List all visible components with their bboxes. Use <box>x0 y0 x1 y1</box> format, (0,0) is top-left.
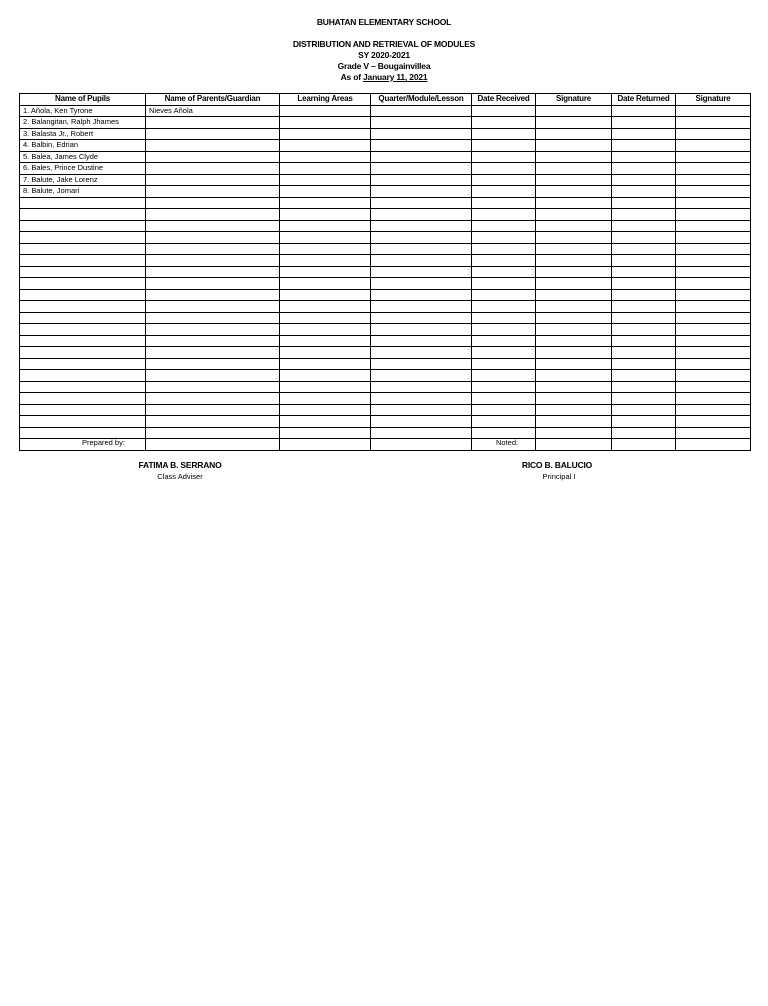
table-cell <box>146 393 280 405</box>
table-cell <box>612 289 676 301</box>
table-cell <box>612 255 676 267</box>
table-cell <box>612 416 676 428</box>
table-cell <box>536 289 612 301</box>
table-cell <box>20 404 146 416</box>
table-cell <box>280 151 371 163</box>
table-cell <box>472 381 536 393</box>
column-header: Learning Areas <box>280 94 371 106</box>
table-cell <box>371 186 472 198</box>
table-cell <box>612 220 676 232</box>
table-cell <box>371 301 472 313</box>
table-cell <box>146 197 280 209</box>
table-cell <box>472 186 536 198</box>
table-cell <box>371 347 472 359</box>
table-cell <box>20 266 146 278</box>
table-cell <box>146 416 280 428</box>
table-cell <box>472 312 536 324</box>
table-cell <box>280 427 371 439</box>
table-cell <box>472 335 536 347</box>
table-cell <box>280 128 371 140</box>
table-cell <box>371 370 472 382</box>
table-cell <box>20 381 146 393</box>
table-row <box>20 232 751 244</box>
table-cell <box>20 370 146 382</box>
table-cell <box>146 266 280 278</box>
table-cell <box>371 128 472 140</box>
table-cell <box>20 289 146 301</box>
table-cell: 6. Bales, Prince Dustine <box>20 163 146 175</box>
table-cell <box>612 324 676 336</box>
table-cell <box>536 232 612 244</box>
table-cell <box>280 243 371 255</box>
table-cell <box>371 151 472 163</box>
as-of-line <box>0 72 768 83</box>
table-cell <box>371 232 472 244</box>
table-cell <box>146 128 280 140</box>
table-body <box>20 105 751 450</box>
modules-table <box>19 93 751 451</box>
table-cell <box>536 186 612 198</box>
table-cell <box>20 312 146 324</box>
table-cell <box>612 381 676 393</box>
table-cell <box>536 266 612 278</box>
table-cell <box>612 312 676 324</box>
table-cell <box>676 427 751 439</box>
table-cell <box>146 335 280 347</box>
table-cell: 1. Añola, Ken Tyrone <box>20 105 146 117</box>
table-cell <box>676 347 751 359</box>
table-cell <box>146 220 280 232</box>
table-cell <box>472 289 536 301</box>
table-cell <box>280 209 371 221</box>
table-row <box>20 404 751 416</box>
table-cell <box>676 151 751 163</box>
table-cell <box>280 347 371 359</box>
table-cell <box>676 439 751 451</box>
table-cell <box>20 278 146 290</box>
table-cell <box>612 370 676 382</box>
table-cell <box>612 186 676 198</box>
table-cell <box>536 393 612 405</box>
table-cell <box>472 128 536 140</box>
table-cell <box>146 381 280 393</box>
table-cell <box>536 404 612 416</box>
table-cell <box>612 347 676 359</box>
table-row <box>20 174 751 186</box>
table-cell <box>146 255 280 267</box>
table-cell <box>146 370 280 382</box>
table-cell <box>146 301 280 313</box>
table-row <box>20 312 751 324</box>
table-cell <box>280 163 371 175</box>
table-cell <box>146 151 280 163</box>
table-header-row <box>20 94 751 106</box>
table-cell <box>472 151 536 163</box>
table-row <box>20 335 751 347</box>
table-cell <box>612 197 676 209</box>
table-cell <box>612 174 676 186</box>
table-cell <box>280 439 371 451</box>
table-cell <box>536 416 612 428</box>
table-row <box>20 117 751 129</box>
table-cell <box>536 174 612 186</box>
table-row <box>20 209 751 221</box>
table-cell <box>280 232 371 244</box>
table-cell <box>676 243 751 255</box>
column-header: Date Received <box>472 94 536 106</box>
table-cell <box>612 266 676 278</box>
table-cell <box>472 278 536 290</box>
table-cell <box>612 427 676 439</box>
table-row <box>20 243 751 255</box>
table-row <box>20 393 751 405</box>
table-cell <box>536 301 612 313</box>
table-cell <box>371 404 472 416</box>
table-cell <box>536 209 612 221</box>
table-cell <box>676 358 751 370</box>
table-cell <box>371 117 472 129</box>
school-name: BUHATAN ELEMENTARY SCHOOL <box>316 17 452 27</box>
table-cell <box>472 197 536 209</box>
table-cell <box>371 278 472 290</box>
table-cell <box>146 404 280 416</box>
table-cell <box>612 404 676 416</box>
table-cell <box>371 220 472 232</box>
table-cell <box>20 335 146 347</box>
column-header: Quarter/Module/Lesson <box>371 94 472 106</box>
table-cell <box>676 128 751 140</box>
table-cell <box>146 174 280 186</box>
table-cell <box>371 358 472 370</box>
column-header: Date Returned <box>612 94 676 106</box>
table-row <box>20 220 751 232</box>
table-cell <box>20 358 146 370</box>
table-cell <box>280 266 371 278</box>
table-cell <box>536 197 612 209</box>
table-row <box>20 197 751 209</box>
table-cell <box>676 197 751 209</box>
table-cell <box>20 324 146 336</box>
table-cell <box>280 370 371 382</box>
table-cell <box>472 324 536 336</box>
table-cell <box>146 163 280 175</box>
table-cell <box>472 416 536 428</box>
table-cell <box>146 427 280 439</box>
table-cell <box>371 427 472 439</box>
table-cell <box>536 381 612 393</box>
table-cell <box>20 416 146 428</box>
table-cell <box>146 312 280 324</box>
table-cell: 3. Balasta Jr., Robert <box>20 128 146 140</box>
table-cell <box>371 209 472 221</box>
table-cell <box>371 243 472 255</box>
table-cell <box>280 255 371 267</box>
table-cell <box>536 140 612 152</box>
table-row <box>20 186 751 198</box>
table-row <box>20 140 751 152</box>
table-cell <box>146 347 280 359</box>
table-cell <box>146 439 280 451</box>
table-cell <box>472 427 536 439</box>
table-cell <box>536 117 612 129</box>
table-cell <box>536 335 612 347</box>
table-cell <box>612 393 676 405</box>
table-cell <box>280 278 371 290</box>
table-cell <box>536 151 612 163</box>
table-cell <box>676 278 751 290</box>
table-cell <box>371 140 472 152</box>
table-cell <box>371 105 472 117</box>
table-cell <box>612 358 676 370</box>
column-header: Name of Pupils <box>20 94 146 106</box>
table-cell <box>676 324 751 336</box>
table-cell <box>676 289 751 301</box>
table-cell <box>536 427 612 439</box>
table-cell <box>371 335 472 347</box>
table-cell <box>676 381 751 393</box>
table-cell <box>280 381 371 393</box>
table-cell <box>676 404 751 416</box>
table-cell <box>472 174 536 186</box>
table-cell <box>536 278 612 290</box>
table-cell <box>612 439 676 451</box>
table-cell <box>472 404 536 416</box>
table-cell <box>676 393 751 405</box>
table-row <box>20 439 751 451</box>
table-cell <box>536 128 612 140</box>
table-cell <box>146 358 280 370</box>
preparer-name: FATIMA B. SERRANO <box>138 460 222 470</box>
table-cell <box>472 370 536 382</box>
table-cell <box>676 370 751 382</box>
table-cell <box>20 232 146 244</box>
principal-role: Principal I <box>542 472 576 481</box>
table-cell <box>676 140 751 152</box>
table-cell <box>536 312 612 324</box>
table-row <box>20 358 751 370</box>
table-row <box>20 370 751 382</box>
table-cell <box>371 324 472 336</box>
table-cell <box>371 439 472 451</box>
table-row <box>20 416 751 428</box>
table-cell <box>536 163 612 175</box>
table-cell <box>146 117 280 129</box>
table-cell <box>612 209 676 221</box>
table-cell <box>146 243 280 255</box>
table-cell <box>472 393 536 405</box>
table-cell <box>676 209 751 221</box>
table-cell <box>371 163 472 175</box>
table-row <box>20 324 751 336</box>
table-cell <box>612 243 676 255</box>
table-cell <box>280 312 371 324</box>
table-cell <box>146 232 280 244</box>
table-cell <box>472 163 536 175</box>
table-cell: Nieves Añola <box>146 105 280 117</box>
school-year: SY 2020-2021 <box>358 50 410 60</box>
table-cell <box>536 439 612 451</box>
table-cell <box>612 301 676 313</box>
table-cell <box>20 255 146 267</box>
table-cell <box>146 186 280 198</box>
table-cell <box>371 312 472 324</box>
table-cell: 2. Balangitan, Ralph Jhames <box>20 117 146 129</box>
table-cell <box>676 232 751 244</box>
table-cell <box>472 220 536 232</box>
table-row <box>20 289 751 301</box>
table-cell <box>280 289 371 301</box>
table-cell <box>612 140 676 152</box>
column-header: Signature <box>536 94 612 106</box>
table-cell <box>280 404 371 416</box>
table-cell <box>146 289 280 301</box>
grade-section: Grade V – Bougainvillea <box>337 61 431 71</box>
table-row <box>20 301 751 313</box>
table-cell <box>536 243 612 255</box>
table-cell: 8. Balute, Jomari <box>20 186 146 198</box>
table-cell <box>612 232 676 244</box>
table-cell <box>20 197 146 209</box>
principal-name: RICO B. BALUCIO <box>521 460 593 470</box>
table-cell <box>371 381 472 393</box>
table-cell <box>676 266 751 278</box>
table-cell <box>472 105 536 117</box>
table-cell <box>280 301 371 313</box>
table-cell <box>146 140 280 152</box>
table-cell <box>612 105 676 117</box>
table-cell <box>536 358 612 370</box>
column-header: Name of Parents/Guardian <box>146 94 280 106</box>
table-cell <box>472 140 536 152</box>
table-cell <box>371 266 472 278</box>
table-cell <box>676 301 751 313</box>
table-cell: 7. Balute, Jake Lorenz <box>20 174 146 186</box>
table-cell <box>612 128 676 140</box>
table-cell <box>371 289 472 301</box>
table-cell <box>280 140 371 152</box>
table-cell <box>371 416 472 428</box>
table-cell <box>536 255 612 267</box>
table-cell <box>536 105 612 117</box>
table-cell <box>472 117 536 129</box>
table-cell <box>612 163 676 175</box>
table-cell: 5. Balea, James Clyde <box>20 151 146 163</box>
table-cell <box>20 243 146 255</box>
table-cell <box>20 209 146 221</box>
table-cell <box>472 358 536 370</box>
table-row <box>20 163 751 175</box>
table-cell <box>20 220 146 232</box>
table-cell <box>472 347 536 359</box>
table-cell <box>20 393 146 405</box>
table-cell <box>280 174 371 186</box>
table-cell <box>612 151 676 163</box>
table-cell <box>536 324 612 336</box>
table-cell <box>280 416 371 428</box>
table-cell <box>280 393 371 405</box>
table-cell <box>146 324 280 336</box>
table-cell <box>676 220 751 232</box>
table-cell <box>472 301 536 313</box>
table-cell <box>371 255 472 267</box>
table-row <box>20 266 751 278</box>
table-cell <box>676 174 751 186</box>
as-of-date: January 11, 2021 <box>363 72 428 82</box>
table-row <box>20 381 751 393</box>
preparer-role: Class Adviser <box>157 472 203 481</box>
table-cell <box>280 358 371 370</box>
table-cell <box>20 427 146 439</box>
table-cell <box>472 232 536 244</box>
table-cell <box>612 117 676 129</box>
table-cell <box>280 335 371 347</box>
table-row <box>20 255 751 267</box>
table-cell <box>280 105 371 117</box>
table-cell <box>280 197 371 209</box>
as-of-label: As of <box>340 72 364 82</box>
table-cell <box>371 174 472 186</box>
table-cell <box>612 278 676 290</box>
table-cell <box>612 335 676 347</box>
prepared-by-label: Prepared by: <box>82 438 125 447</box>
document-title: DISTRIBUTION AND RETRIEVAL OF MODULES <box>292 39 476 49</box>
table-cell <box>20 347 146 359</box>
table-row <box>20 105 751 117</box>
document-header <box>0 39 768 83</box>
table-cell <box>472 209 536 221</box>
table-cell <box>676 312 751 324</box>
table-row <box>20 347 751 359</box>
table-cell <box>472 243 536 255</box>
table-cell <box>20 301 146 313</box>
table-cell <box>146 278 280 290</box>
table-cell <box>676 335 751 347</box>
table-cell <box>280 324 371 336</box>
table-cell <box>536 347 612 359</box>
table-cell <box>472 266 536 278</box>
table-row <box>20 278 751 290</box>
table-cell <box>371 393 472 405</box>
noted-label: Noted: <box>496 438 519 447</box>
table-cell <box>676 117 751 129</box>
table-row <box>20 151 751 163</box>
table-cell <box>676 186 751 198</box>
table-cell <box>676 255 751 267</box>
table-cell: 4. Balbin, Edrian <box>20 140 146 152</box>
table-cell <box>676 416 751 428</box>
column-header: Signature <box>676 94 751 106</box>
table-cell <box>676 163 751 175</box>
table-cell <box>371 197 472 209</box>
table-cell <box>536 220 612 232</box>
table-cell <box>676 105 751 117</box>
table-cell <box>472 255 536 267</box>
table-cell <box>536 370 612 382</box>
table-cell <box>280 220 371 232</box>
table-row <box>20 427 751 439</box>
table-cell <box>146 209 280 221</box>
table-cell <box>280 186 371 198</box>
table-row <box>20 128 751 140</box>
table-cell <box>280 117 371 129</box>
